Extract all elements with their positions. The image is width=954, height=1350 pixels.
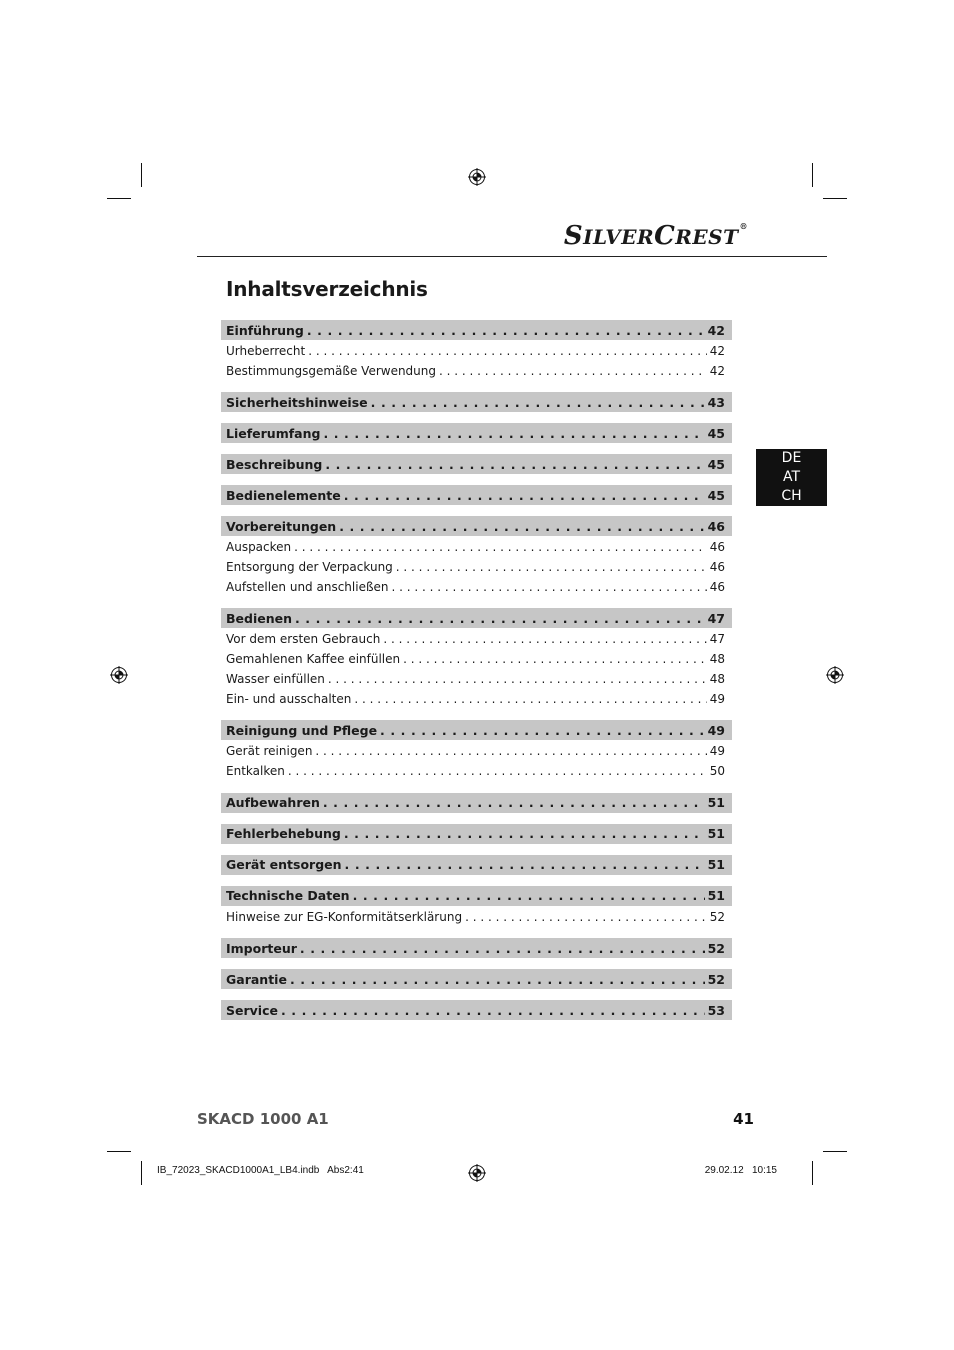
toc-section-page: 45	[707, 456, 725, 472]
toc-subsection	[221, 908, 732, 928]
toc-section-page: 43	[707, 394, 725, 410]
toc-subsection	[221, 630, 732, 650]
toc-subsection-page: 50	[709, 763, 725, 778]
crop-mark	[107, 198, 131, 199]
crop-mark	[141, 1161, 142, 1185]
toc-subsection-label: Gerät reinigen	[226, 744, 313, 759]
language-tab	[756, 449, 827, 506]
toc-section-page: 47	[707, 610, 725, 626]
toc-subsection-label: Wasser einfüllen	[226, 671, 325, 686]
toc-leader	[371, 395, 705, 410]
toc-section	[221, 855, 732, 875]
toc-section-label: Service	[226, 1002, 278, 1018]
toc-leader	[345, 857, 705, 872]
toc-leader	[307, 323, 705, 338]
toc-section-label: Fehlerbehebung	[226, 826, 341, 842]
toc-leader	[328, 670, 707, 690]
toc-leader	[300, 941, 705, 956]
toc-section	[221, 1000, 732, 1020]
toc-subsection-label: Bestimmungsgemäße Verwendung	[226, 363, 437, 378]
toc-subsection-label: Entkalken	[226, 763, 285, 778]
toc-section	[221, 793, 732, 813]
toc-leader	[339, 519, 704, 534]
toc-leader	[325, 457, 704, 472]
toc-section	[221, 485, 732, 505]
toc-section-label: Sicherheitshinweise	[226, 394, 368, 410]
toc-leader	[383, 630, 706, 650]
toc-subsection-list	[221, 536, 732, 597]
toc-leader	[295, 611, 705, 626]
print-slug-file: IB_72023_SKACD1000A1_LB4.indb Abs2:41	[157, 1165, 364, 1176]
registration-mark-icon	[826, 666, 844, 684]
toc-subsection-page: 46	[709, 560, 725, 575]
toc-section-page: 51	[707, 888, 725, 904]
toc-section-page: 45	[707, 487, 725, 503]
toc-section-label: Beschreibung	[226, 456, 323, 472]
toc-section-page: 51	[707, 857, 725, 873]
toc-section	[221, 320, 732, 340]
toc-subsection-page: 47	[709, 632, 725, 647]
toc-subsection-page: 46	[709, 579, 725, 594]
model-number: SKACD 1000 A1	[197, 1110, 329, 1128]
toc-subsection-page: 52	[709, 909, 725, 924]
toc-leader	[392, 578, 707, 598]
toc-leader	[354, 690, 706, 710]
toc-section-label: Vorbereitungen	[226, 518, 337, 534]
toc-section-page: 52	[707, 971, 725, 987]
toc-section-page: 45	[707, 425, 725, 441]
toc-section-label: Bedienen	[226, 610, 292, 626]
toc-subsection	[221, 558, 732, 578]
toc-section-label: Gerät entsorgen	[226, 857, 342, 873]
toc-section	[221, 608, 732, 628]
crop-mark	[141, 163, 142, 187]
crop-mark	[823, 198, 847, 199]
toc-leader	[465, 908, 707, 928]
toc-subsection-page: 49	[709, 691, 725, 706]
toc-subsection-page: 42	[709, 344, 725, 358]
toc-leader	[308, 342, 707, 362]
toc-leader	[344, 826, 705, 841]
toc-section-page: 49	[707, 722, 725, 738]
print-slug-date: 29.02.12 10:15	[704, 1165, 777, 1176]
toc-leader	[403, 650, 707, 670]
toc-subsection-label: Aufstellen und anschließen	[226, 579, 389, 594]
crop-mark	[107, 1151, 131, 1152]
toc-subsection-label: Hinweise zur EG-Konformitätserklärung	[226, 909, 463, 924]
toc-subsection	[221, 342, 732, 362]
toc-leader	[344, 488, 705, 503]
toc-subsection-label: Vor dem ersten Gebrauch	[226, 632, 381, 647]
toc-subsection	[221, 650, 732, 670]
toc-subsection	[221, 690, 732, 710]
toc-subsection-list	[221, 906, 732, 928]
toc-subsection-page: 42	[709, 363, 725, 378]
registration-mark-icon	[110, 666, 128, 684]
toc-subsection-list	[221, 740, 732, 781]
toc-section-page: 51	[707, 795, 725, 811]
toc-section-label: Technische Daten	[226, 888, 350, 904]
language-code: CH	[781, 488, 802, 504]
toc-subsection	[221, 742, 732, 762]
registration-mark-icon	[468, 1164, 486, 1182]
toc-section	[221, 886, 732, 906]
toc-section-label: Bedienelemente	[226, 487, 341, 503]
table-of-contents	[221, 320, 732, 1020]
toc-leader	[281, 1003, 705, 1018]
crop-mark	[812, 1161, 813, 1185]
toc-section-page: 42	[707, 322, 725, 338]
toc-section	[221, 392, 732, 412]
toc-section	[221, 423, 732, 443]
toc-subsection-page: 48	[709, 671, 725, 686]
toc-leader	[380, 723, 705, 738]
page-number: 41	[733, 1110, 754, 1128]
toc-subsection-label: Gemahlenen Kaffee einfüllen	[226, 652, 401, 667]
toc-section	[221, 824, 732, 844]
toc-subsection-page: 46	[709, 540, 725, 555]
toc-leader	[323, 426, 704, 441]
toc-section-page: 46	[707, 518, 725, 534]
toc-section-label: Einführung	[226, 322, 304, 338]
toc-section-label: Aufbewahren	[226, 795, 320, 811]
toc-subsection	[221, 362, 732, 382]
toc-subsection-label: Auspacken	[226, 540, 292, 555]
toc-leader	[396, 558, 707, 578]
toc-leader	[288, 762, 707, 782]
header-rule	[197, 256, 827, 257]
toc-section-label: Importeur	[226, 940, 297, 956]
toc-subsection	[221, 538, 732, 558]
toc-leader	[323, 795, 705, 810]
toc-subsection-page: 48	[709, 652, 725, 667]
toc-subsection-list	[221, 340, 732, 381]
page-title: Inhaltsverzeichnis	[226, 277, 428, 301]
toc-section-page: 53	[707, 1002, 725, 1018]
toc-leader	[353, 888, 705, 903]
toc-section-label: Lieferumfang	[226, 425, 321, 441]
toc-leader	[439, 362, 707, 382]
registration-mark-icon	[468, 168, 486, 186]
toc-section	[221, 969, 732, 989]
toc-subsection-page: 49	[709, 744, 725, 759]
toc-subsection-label: Ein- und ausschalten	[226, 691, 352, 706]
toc-subsection	[221, 578, 732, 598]
toc-subsection	[221, 762, 732, 782]
brand-logo: SILVERCREST®	[563, 221, 748, 251]
toc-section-page: 51	[707, 826, 725, 842]
toc-subsection	[221, 670, 732, 690]
toc-section	[221, 720, 732, 740]
toc-section	[221, 454, 732, 474]
toc-section	[221, 938, 732, 958]
crop-mark	[823, 1151, 847, 1152]
toc-subsection-label: Entsorgung der Verpackung	[226, 560, 393, 575]
crop-mark	[812, 163, 813, 187]
toc-section-label: Garantie	[226, 971, 287, 987]
toc-leader	[315, 742, 706, 762]
toc-leader	[294, 538, 707, 558]
toc-section-label: Reinigung und Pflege	[226, 722, 378, 738]
toc-leader	[290, 972, 705, 987]
language-code: DE	[781, 450, 802, 466]
language-code: AT	[782, 469, 801, 485]
toc-subsection-list	[221, 628, 732, 709]
toc-section-page: 52	[707, 940, 725, 956]
toc-section	[221, 516, 732, 536]
toc-subsection-label: Urheberrecht	[226, 344, 306, 358]
